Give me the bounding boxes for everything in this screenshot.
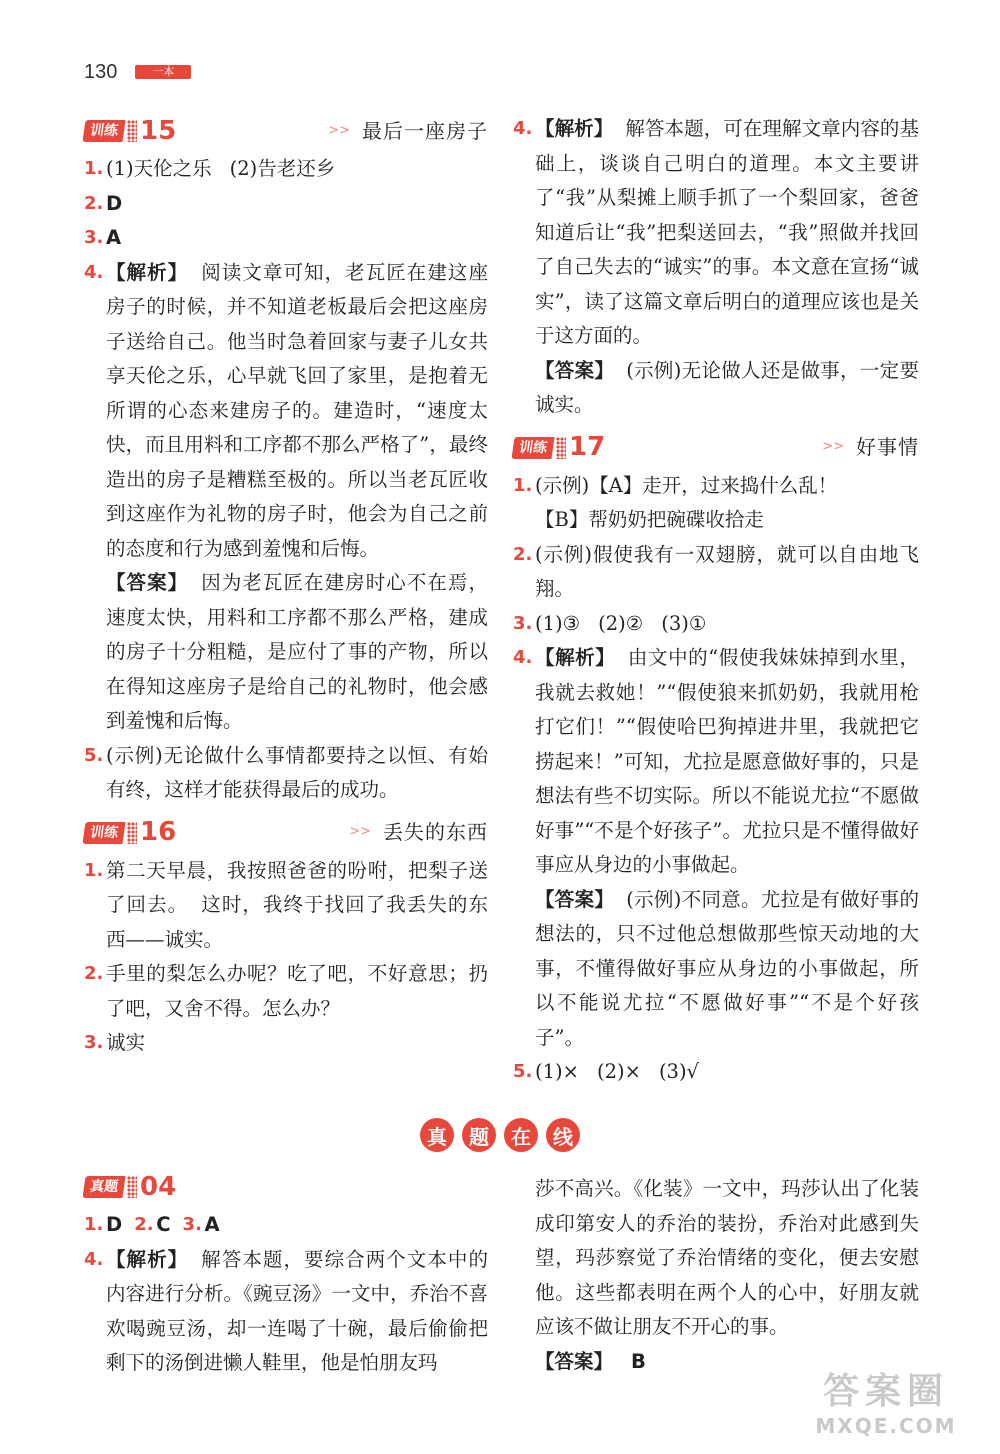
question-number: 3.: [84, 227, 104, 248]
analysis-tag: 【解析】: [106, 260, 189, 284]
section-title-text: 好事情: [856, 435, 919, 460]
answer-text: [535, 1055, 919, 1090]
question-number: 4.: [513, 118, 533, 139]
question-number: 4.: [84, 261, 104, 283]
answer-tag: 【答案】: [535, 1349, 614, 1373]
analysis-text: [106, 256, 488, 567]
analysis-body-continued: 莎不高兴。《化装》一文中，玛莎认出了化装成印第安人的乔治的装扮，乔治对此感到失望，玛莎察觉了乔治情绪的变化，便去安慰他。这些都表明在两个人的心中，好朋友就应该不做让朋友不开心的事。: [535, 1177, 919, 1338]
question-number: 3.: [182, 1214, 202, 1235]
bottom-right-column: [535, 1172, 919, 1379]
analysis-body: 解答本题，可在理解文章内容的基础上，谈谈自己明白的道理。本文主要讲了“我”从梨摊上顺手抓了一个梨回家，爸爸知道后让“我”把梨送回去，“我”照做并找回了自己失去的“诚实”的事。本文意在宣扬“诚实”，读了这篇文章后明白的道理应该也是关于这方面的。: [535, 117, 919, 347]
answer-text: C: [156, 1213, 171, 1236]
question-1: [84, 854, 488, 958]
analysis-body: 阅读文章可知，老瓦匠在建这座房子的时候，并不知道老板最后会把这座房子送给自己。他当时急着回家与妻子儿女共享天伦之乐，心早就飞回了家里，是抱着无所谓的心态来建房子的。建造时，“速度太快，而且用料和工序都不那么严格了”，最终造出的房子是糟糕至极的。所以当老瓦匠收到这座作为礼物的房子时，他会为自己之前的态度和行为感到羞愧和后悔。: [106, 260, 488, 560]
badge-04: [84, 1170, 176, 1205]
question-2: [513, 538, 919, 607]
question-number: 2.: [134, 1214, 154, 1235]
dots-icon: [127, 1176, 137, 1198]
answer-part: 这时，我终于找回了我丢失的东西——诚实。: [106, 893, 488, 951]
answer-text: A: [204, 1213, 220, 1236]
question-number: 2.: [84, 192, 104, 214]
question-number: 3.: [84, 1032, 104, 1053]
chevron-right-icon: >>: [349, 824, 371, 840]
answer-part: (3)①: [661, 611, 707, 635]
answer-part: (2)②: [598, 611, 644, 635]
question-number: 1.: [84, 158, 104, 179]
analysis-tag: 【解析】: [535, 117, 614, 140]
watermark-bottom: MXQE.COM: [815, 1414, 957, 1438]
answer-tag: 【答案】: [535, 887, 615, 911]
analysis-body: 由文中的“假使我妹妹掉到水里，我就去救她！”“假使狼来抓奶奶，我就用枪打它们！”“假使哈巴狗掉进井里，我就把它捞起来！”可知，尤拉是愿意做好事的，只是想法有些不切实际。所以不能说尤拉“不愿做好事”“不是个好孩子”。尤拉只是不懂得做好事应从身边的小事做起。: [535, 646, 919, 876]
question-5: [84, 739, 488, 808]
badge-number: 17: [569, 432, 606, 463]
header-tab: 一本: [135, 65, 191, 79]
band-char: 在: [504, 1118, 538, 1152]
section-title: [349, 815, 488, 850]
answer-body: (示例)无论做人还是做事，一定要诚实。: [535, 358, 919, 416]
answer-part: (2)告老还乡: [229, 157, 336, 180]
badge-label: 训练: [82, 120, 125, 142]
answer-part: (3)√: [658, 1060, 699, 1083]
answer-text: 诚实: [106, 1031, 146, 1054]
section-header-16: [84, 814, 488, 852]
section-title: [328, 114, 488, 149]
question-4: [84, 256, 488, 567]
page-header: [84, 58, 191, 86]
analysis-tag: 【解析】: [535, 646, 616, 669]
question-5: [513, 1055, 919, 1090]
bottom-left-column: [84, 1168, 488, 1381]
question-3: [84, 221, 488, 256]
watermark-logo: [786, 1370, 986, 1440]
answer-text: 手里的梨怎么办呢？吃了吧，不好意思；扔了吧，又舍不得。怎么办？: [106, 962, 488, 1020]
question-number: 1.: [84, 1214, 104, 1235]
question-number: 3.: [513, 612, 533, 634]
analysis-text: [106, 1243, 488, 1381]
answer-text: (示例)无论做什么事情都要持之以恒、有始有终，这样才能获得最后的成功。: [106, 743, 488, 801]
chevron-right-icon: >>: [822, 439, 844, 455]
answer-text: (示例)【A】走开，过来捣什么乱！: [535, 473, 838, 497]
question-3: [513, 607, 919, 642]
answer-text: [106, 152, 488, 187]
dots-icon: [556, 437, 566, 459]
analysis-body: 解答本题，要综合两个文本中的内容进行分析。《豌豆汤》一文中，乔治不喜欢喝豌豆汤，却一连喝了十碗，最后偷偷把剩下的汤倒进懒人鞋里，他是怕朋友玛: [106, 1247, 488, 1374]
question-number: 1.: [513, 474, 533, 496]
analysis-text: [535, 641, 919, 883]
question-4: [84, 1243, 488, 1381]
page-number: 130: [84, 60, 118, 83]
band-char: 线: [546, 1118, 580, 1152]
badge-15: [84, 114, 176, 149]
question-number: 2.: [513, 543, 533, 565]
section-title-text: 最后一座房子: [362, 118, 488, 143]
watermark-top: 答案圈: [822, 1371, 949, 1412]
badge-label: 训练: [82, 822, 125, 844]
answer-text: (示例)假使我有一双翅膀，就可以自由地飞翔。: [535, 542, 919, 600]
question-1: [84, 152, 488, 187]
question-number: 5.: [84, 744, 104, 766]
badge-16: [84, 815, 176, 850]
answer-block: [513, 354, 919, 423]
section-band: [0, 1115, 1000, 1155]
answer-tag: 【答案】: [106, 571, 189, 594]
badge-number: 15: [140, 115, 177, 146]
badge-number: 04: [140, 1171, 177, 1202]
question-4: [513, 641, 919, 883]
badge-number: 16: [140, 817, 177, 848]
answer-text: [535, 607, 919, 642]
section-title: [822, 430, 919, 465]
question-number: 2.: [84, 963, 104, 984]
chevron-right-icon: >>: [328, 122, 350, 138]
badge-17: [513, 430, 605, 465]
answer-body: (示例)不同意。尤拉是有做好事的想法的，只不过他总想做那些惊天动地的大事，不懂得做好事应从身边的小事做起，所以不能说尤拉“不愿做好事”“不是个好孩子”。: [535, 887, 919, 1049]
answer-part: 第二天早晨，我按照爸爸的吩咐，把梨子送了回去。: [106, 858, 488, 916]
question-number: 4.: [513, 647, 533, 668]
left-column: [84, 112, 488, 1061]
answer-tag: 【答案】: [535, 358, 615, 382]
answer-part: (2)×: [596, 1060, 641, 1083]
answer-body: B: [631, 1349, 646, 1373]
badge-label: 训练: [511, 437, 554, 459]
answer-block: [84, 566, 488, 739]
question-number: 5.: [513, 1061, 533, 1082]
answer-body: 因为老瓦匠在建房时心不在焉，速度太快，用料和工序都不那么严格，建成的房子十分粗糙，是应付了事的产物，所以在得知这座房子是给自己的礼物时，他会感到羞愧和后悔。: [106, 571, 488, 732]
answer-part: (1)×: [535, 1060, 579, 1083]
band-char: 题: [462, 1118, 496, 1152]
question-1: [513, 469, 919, 504]
question-number: 1.: [84, 859, 104, 881]
section-header-15: [84, 112, 488, 150]
analysis-text: [535, 112, 919, 354]
band-char: 真: [420, 1118, 454, 1152]
answer-part: (1)天伦之乐: [106, 157, 212, 180]
answer-text: [106, 854, 488, 958]
badge-label: 真题: [82, 1176, 125, 1198]
question-3: [84, 1026, 488, 1061]
question-number: 4.: [84, 1248, 104, 1270]
question-2: [84, 957, 488, 1026]
section-header-17: [513, 429, 919, 467]
question-4: [513, 112, 919, 354]
questions-1-3: [84, 1208, 488, 1243]
answer-text: 【B】帮奶奶把碗碟收拾走: [535, 508, 764, 531]
dots-icon: [127, 822, 137, 844]
answer-part: (1)③: [535, 611, 581, 635]
section-title-text: 丢失的东西: [383, 820, 488, 845]
right-column: [513, 112, 919, 1090]
answer-text: D: [106, 1213, 123, 1236]
answer-block: [513, 883, 919, 1056]
dots-icon: [127, 120, 137, 142]
analysis-tag: 【解析】: [106, 1247, 189, 1271]
question-2: [84, 187, 488, 222]
section-header-04: [84, 1168, 488, 1206]
answer-text: D: [106, 191, 123, 215]
answer-text: A: [106, 226, 122, 249]
